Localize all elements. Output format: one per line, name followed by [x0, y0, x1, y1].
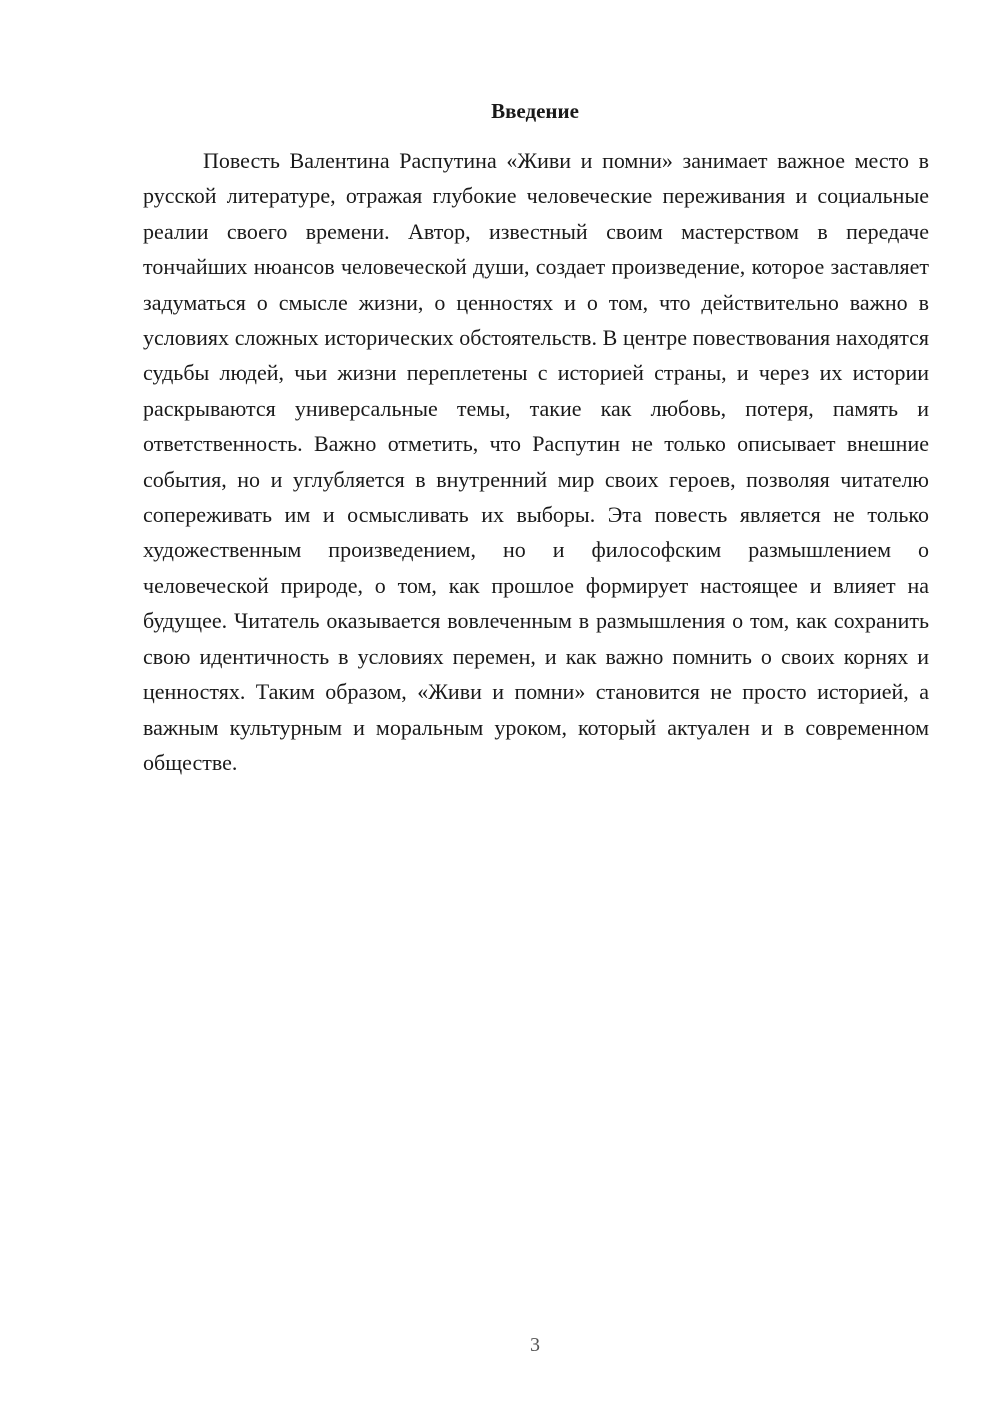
body-paragraph: Повесть Валентина Распутина «Живи и помни» занимает важное место в русской литературе, отражая глубокие человеческие переживания и социальные реалии своего времени. Автор, известный своим мастерством в передаче тончайших нюансов человеческой души, создает произведение, которое заставляет задуматься о смысле жизни, о ценностях и о том, что действительно важно в условиях сложных исторических обстоятельств. В центре повествования находятся судьбы людей, чьи жизни переплетены с историей страны, и через их истории раскрываются универсальные темы, такие как любовь, потеря, память и ответственность. Важно отметить, что Распутин не только описывает внешние события, но и углубляется в внутренний мир своих героев, позволяя читателю сопереживать им и осмысливать их выборы. Эта повесть является не только художественным произведением, но и философским размышлением о человеческой природе, о том, как прошлое формирует настоящее и влияет на будущее. Читатель оказывается вовлеченным в размышления о том, как сохранить свою идентичность в условиях перемен, и как важно помнить о своих корнях и ценностях. Таким образом, «Живи и помни» становится не просто историей, а важным культурным и моральным уроком, который актуален и в современном обществе.	[143, 148, 929, 775]
page-number: 3	[530, 1334, 540, 1356]
section-heading: Введение	[491, 99, 579, 123]
